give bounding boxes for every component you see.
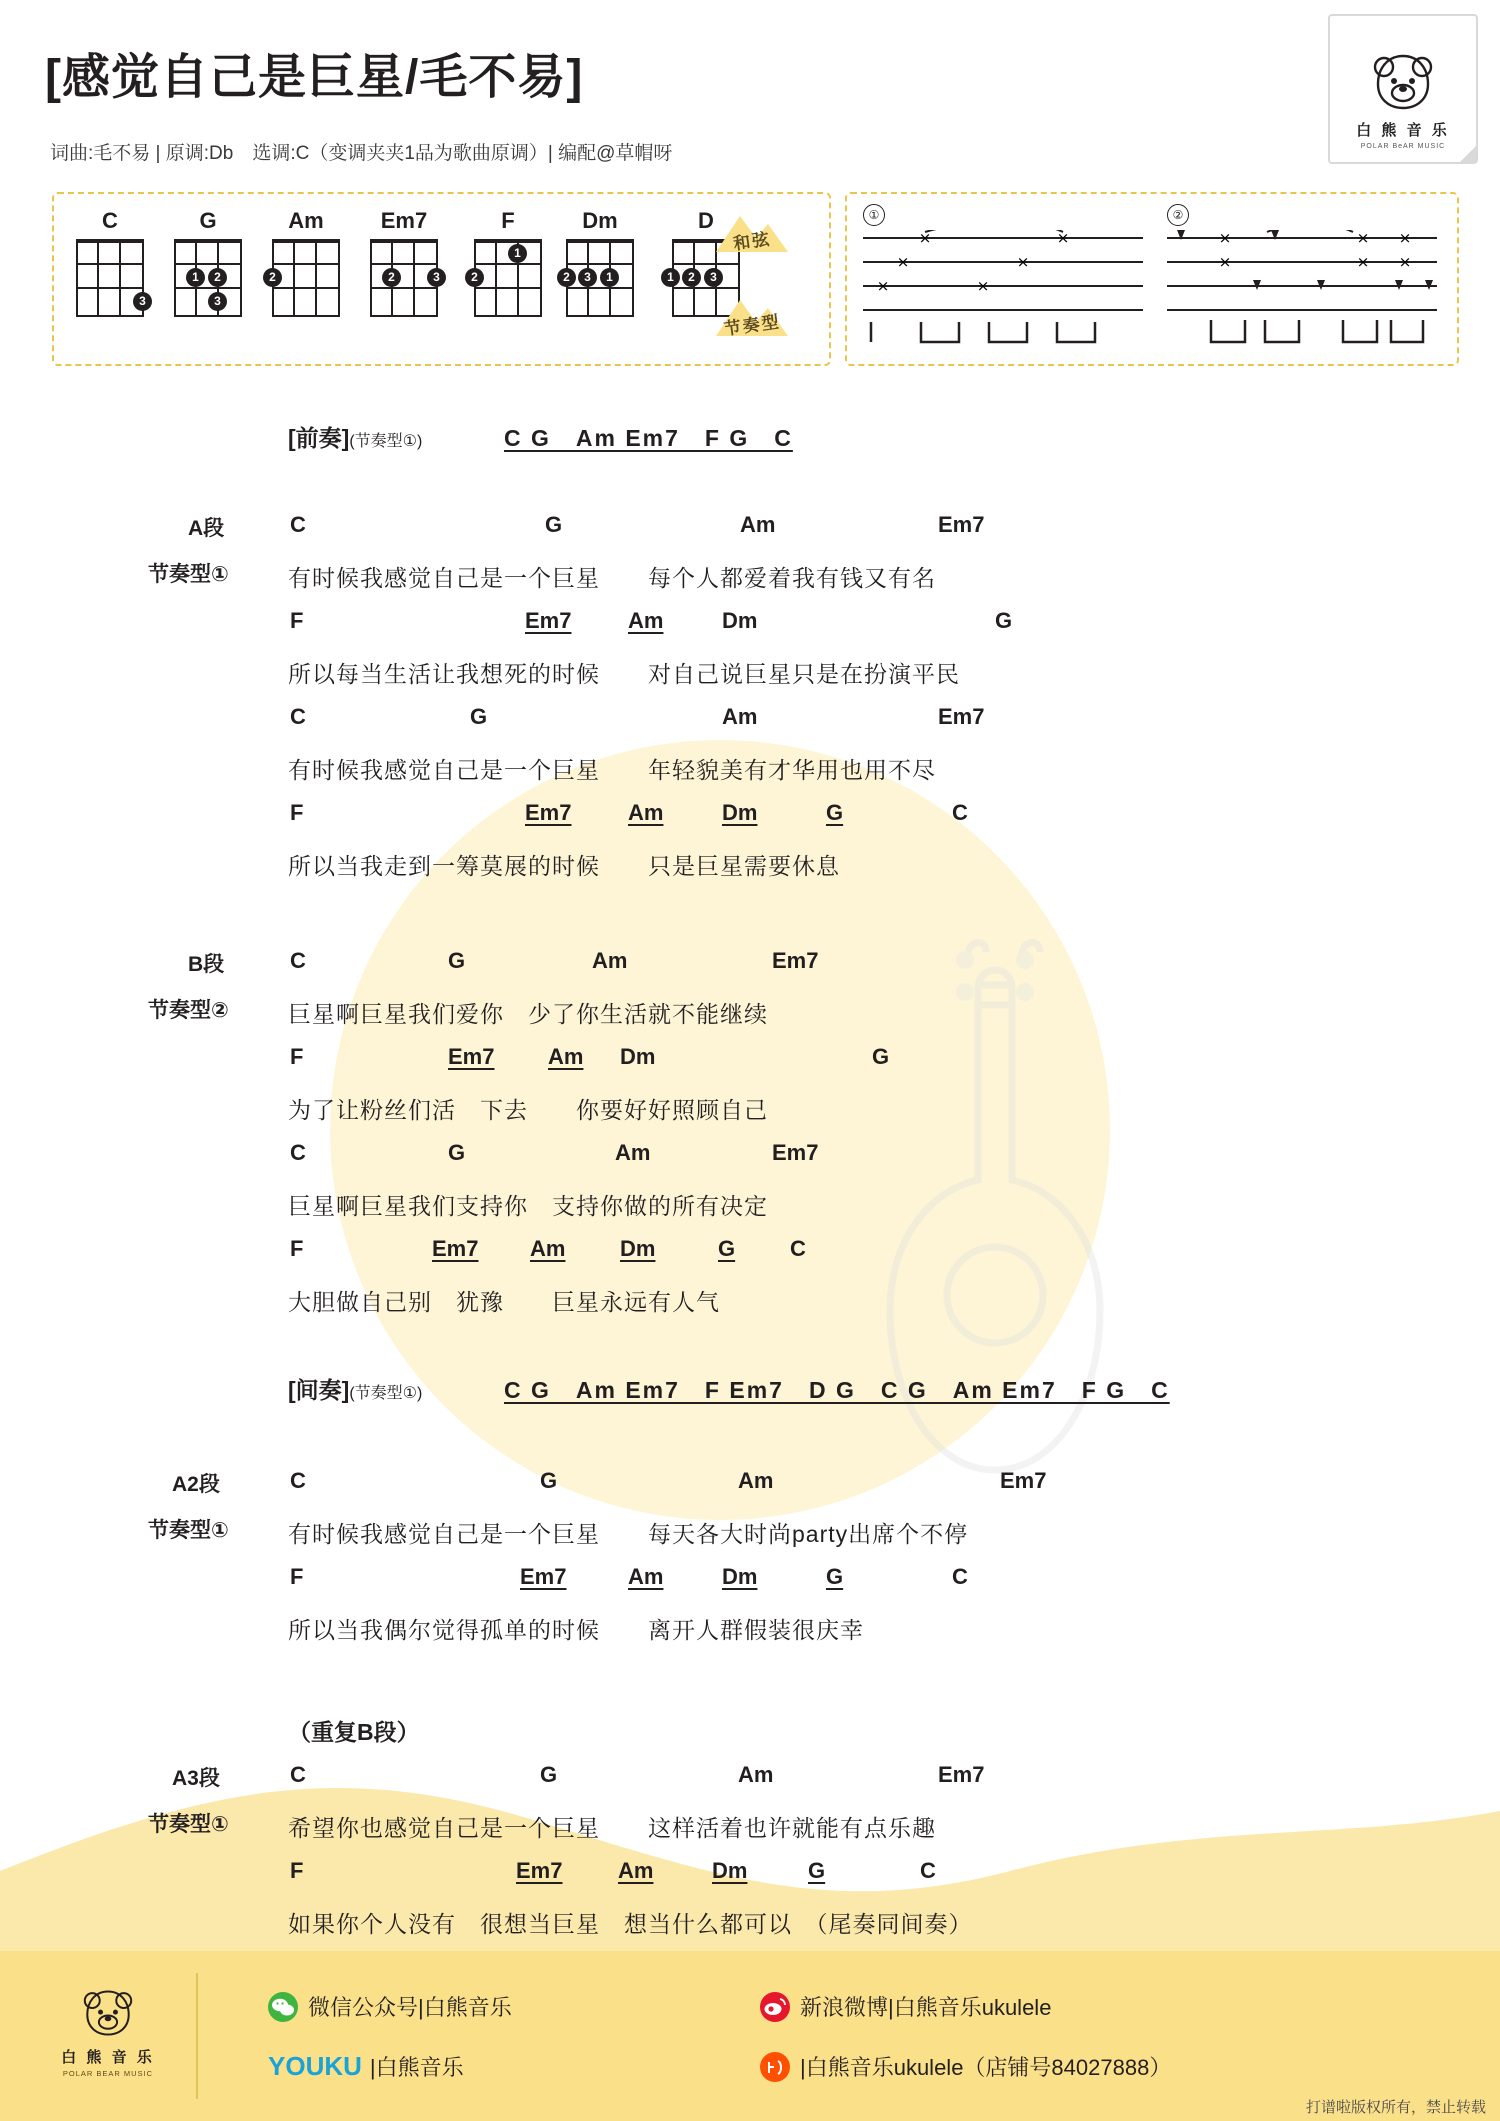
copyright-note: 打谱啦版权所有，禁止转载: [1305, 2099, 1486, 2116]
chord-line: C: [952, 800, 968, 825]
svg-text:×: ×: [896, 253, 910, 271]
chord-diagram: [269, 208, 340, 317]
footer-brand-name-en: POLAR BEAR MUSIC: [62, 2069, 154, 2078]
lyric-line: 所以每当生活让我想死的时候 对自己说巨星只是在扮演平民: [288, 661, 960, 687]
chord-line: Em7: [1000, 1468, 1047, 1493]
section-rhythm-a2: 节奏型①: [148, 1519, 229, 1542]
intro-label-text: [前奏]: [288, 425, 350, 451]
chord-line: G: [826, 1564, 844, 1589]
interlude-label-text: [间奏]: [288, 1377, 350, 1403]
svg-text:×: ×: [1356, 230, 1370, 247]
chord-line: Em7: [938, 512, 985, 537]
chord-line: G: [448, 948, 466, 973]
chord-line: Am: [530, 1236, 566, 1261]
bear-icon: [79, 1987, 137, 2039]
chord-line: Em7: [432, 1236, 479, 1261]
section-rhythm-a3: 节奏型①: [148, 1813, 229, 1836]
chord-name: D: [698, 208, 714, 233]
repeat-b-label: （重复B段）: [288, 1719, 420, 1745]
chord-line: C: [290, 704, 306, 729]
lyric-line: 巨星啊巨星我们支持你 支持你做的所有决定: [288, 1193, 768, 1219]
chord-line: Em7: [520, 1564, 567, 1589]
chord-tag-label: 和弦: [732, 229, 773, 254]
chord-line: F: [290, 1044, 304, 1069]
chord-line: G: [995, 608, 1013, 633]
tab-staff: [1167, 230, 1437, 350]
brand-logo: [1328, 14, 1478, 164]
footer-weibo[interactable]: [760, 1991, 1051, 2022]
footer-weibo-label: 新浪微博|白熊音乐ukulele: [800, 1995, 1052, 2020]
chord-line: Dm: [712, 1858, 748, 1883]
chord-line: Am: [618, 1858, 654, 1883]
chord-line: F: [290, 1858, 304, 1883]
chord-line: F: [290, 608, 304, 633]
intro-label: [288, 420, 422, 453]
svg-text:×: ×: [1056, 230, 1070, 247]
chord-name: Dm: [582, 208, 618, 233]
chord-line: C: [290, 1762, 306, 1787]
chord-line: Am: [548, 1044, 584, 1069]
weibo-icon: [760, 1992, 790, 2022]
chord-diagram: [471, 208, 542, 317]
lyric-line: 为了让粉丝们活 下去 你要好好照顾自己: [288, 1097, 768, 1123]
finger-dot: 1: [186, 268, 205, 287]
chord-diagram: [76, 208, 144, 317]
corner-fold-icon: [1460, 146, 1476, 162]
chord-line: G: [540, 1762, 558, 1787]
taobao-icon: [760, 2052, 790, 2082]
chord-name: Am: [288, 208, 324, 233]
chord-line: C: [290, 948, 306, 973]
svg-text:×: ×: [1398, 230, 1412, 247]
finger-dot: 3: [133, 292, 152, 311]
rhythm-tag: [712, 292, 792, 339]
svg-text:×: ×: [1356, 253, 1370, 271]
brand-name: 白 熊 音 乐: [1356, 122, 1450, 139]
chord-line: Em7: [516, 1858, 563, 1883]
chord-line: Em7: [525, 608, 572, 633]
lyric-line: 如果你个人没有 很想当巨星 想当什么都可以 （尾奏同间奏）: [288, 1911, 973, 1937]
chord-line: Am: [628, 608, 664, 633]
chord-line: Em7: [938, 704, 985, 729]
intro-chord-sequence: C G Am Em7 F G C: [504, 425, 793, 451]
svg-text:×: ×: [1218, 230, 1232, 247]
section-label-a: A段: [188, 517, 225, 540]
chord-line: F: [290, 1564, 304, 1589]
chord-line: F: [290, 1236, 304, 1261]
section-label-b: B段: [188, 953, 225, 976]
chord-line: G: [808, 1858, 826, 1883]
chord-line: Dm: [722, 1564, 758, 1589]
chord-line: Em7: [772, 1140, 819, 1165]
chord-line: Em7: [448, 1044, 495, 1069]
chord-line: Am: [722, 704, 758, 729]
chord-name: F: [501, 208, 515, 233]
section-rhythm-b: 节奏型②: [148, 999, 229, 1022]
finger-dot: 2: [382, 268, 401, 287]
footer-taobao-label: |白熊音乐ukulele（店铺号84027888）: [800, 2055, 1172, 2080]
chord-line: Am: [628, 800, 664, 825]
footer-youku[interactable]: [268, 2051, 464, 2082]
chord-name: G: [199, 208, 217, 233]
svg-text:×: ×: [1218, 253, 1232, 271]
chord-diagram: [563, 208, 634, 317]
chord-line: Am: [592, 948, 628, 973]
svg-text:×: ×: [876, 277, 890, 295]
section-label-a2: A2段: [172, 1473, 220, 1496]
section-label-a3: A3段: [172, 1767, 220, 1790]
song-credits: 词曲:毛不易 | 原调:Db 选调:C（变调夹夹1品为歌曲原调）| 编配@草帽呀: [50, 143, 673, 164]
chord-line: Dm: [620, 1044, 656, 1069]
chord-diagram: [370, 208, 438, 317]
finger-dot: 2: [263, 268, 282, 287]
footer-taobao[interactable]: [760, 2051, 1171, 2082]
finger-dot: 3: [427, 268, 446, 287]
finger-dot: 2: [682, 268, 701, 287]
bear-icon: [1368, 51, 1438, 113]
finger-dot: 1: [508, 244, 527, 263]
pattern-number: ①: [863, 204, 885, 226]
chord-line: Am: [740, 512, 776, 537]
chord-name: Em7: [380, 208, 428, 233]
lyric-line: 大胆做自己别 犹豫 巨星永远有人气: [288, 1289, 720, 1315]
svg-text:×: ×: [918, 230, 932, 247]
lyric-line: 希望你也感觉自己是一个巨星 这样活着也许就能有点乐趣: [288, 1815, 936, 1841]
svg-text:×: ×: [1398, 253, 1412, 271]
footer-logo: [48, 1987, 168, 2078]
chord-line: F: [290, 800, 304, 825]
rhythm-pattern-panel: [845, 192, 1459, 366]
chord-line: C: [920, 1858, 936, 1883]
lyric-line: 所以当我走到一筹莫展的时候 只是巨星需要休息: [288, 853, 840, 879]
chord-line: Em7: [772, 948, 819, 973]
footer-youku-label: |白熊音乐: [369, 2055, 464, 2080]
lyric-line: 有时候我感觉自己是一个巨星 年轻貌美有才华用也用不尽: [288, 757, 936, 783]
svg-text:×: ×: [976, 277, 990, 295]
chord-line: G: [718, 1236, 736, 1261]
chord-line: Am: [628, 1564, 664, 1589]
youku-icon: YOUKU: [268, 2051, 362, 2081]
tab-staff: [863, 230, 1143, 350]
chord-line: G: [448, 1140, 466, 1165]
interlude-chord-sequence: C G Am Em7 F Em7 D G C G Am Em7 F G C: [504, 1377, 1170, 1403]
footer-wechat-label: 微信公众号|白熊音乐: [308, 1995, 512, 2020]
finger-dot: 2: [465, 268, 484, 287]
finger-dot: 2: [208, 268, 227, 287]
chord-line: Am: [615, 1140, 651, 1165]
chord-tag: [712, 208, 792, 252]
footer-brand-name: 白 熊 音 乐: [61, 2049, 155, 2066]
chord-line: Am: [738, 1762, 774, 1787]
chord-line: Em7: [525, 800, 572, 825]
chord-line: G: [872, 1044, 890, 1069]
footer-divider: [196, 1973, 198, 2099]
finger-dot: 3: [208, 292, 227, 311]
chord-line: G: [545, 512, 563, 537]
brand-name-en: POLAR BeAR MUSIC: [1360, 143, 1446, 150]
chord-line: C: [290, 1140, 306, 1165]
interlude-label: [288, 1372, 422, 1405]
chord-line: Em7: [938, 1762, 985, 1787]
svg-text:×: ×: [1016, 253, 1030, 271]
chord-line: G: [470, 704, 488, 729]
chord-line: C: [790, 1236, 806, 1261]
page-title: [感觉自己是巨星/毛不易]: [45, 51, 584, 104]
chord-line: C: [290, 512, 306, 537]
chord-line: C: [290, 1468, 306, 1493]
chord-line: Dm: [722, 800, 758, 825]
chord-diagram: [174, 208, 242, 317]
lyric-line: 所以当我偶尔觉得孤单的时候 离开人群假装很庆幸: [288, 1617, 864, 1643]
lyric-line: 巨星啊巨星我们爱你 少了你生活就不能继续: [288, 1001, 768, 1027]
chord-line: Dm: [620, 1236, 656, 1261]
footer-wechat[interactable]: [268, 1991, 512, 2022]
chord-line: G: [826, 800, 844, 825]
chord-line: Am: [738, 1468, 774, 1493]
intro-rhythm-note: (节奏型①): [349, 433, 423, 450]
finger-dot: 1: [661, 268, 680, 287]
lyric-line: 有时候我感觉自己是一个巨星 每个人都爱着我有钱又有名: [288, 565, 936, 591]
pattern-number: ②: [1167, 204, 1189, 226]
finger-dot: 2: [557, 268, 576, 287]
chord-line: Dm: [722, 608, 758, 633]
finger-dot: 3: [704, 268, 723, 287]
rhythm-tag-label: 节奏型: [722, 312, 782, 339]
chord-line: G: [540, 1468, 558, 1493]
finger-dot: 3: [578, 268, 597, 287]
finger-dot: 1: [600, 268, 619, 287]
section-rhythm-a: 节奏型①: [148, 563, 229, 586]
wechat-icon: [268, 1992, 298, 2022]
lyric-line: 有时候我感觉自己是一个巨星 每天各大时尚party出席个不停: [288, 1521, 969, 1547]
chord-line: C: [952, 1564, 968, 1589]
chord-name: C: [102, 208, 118, 233]
interlude-rhythm-note: (节奏型①): [349, 1385, 423, 1402]
footer: [0, 1951, 1500, 2121]
